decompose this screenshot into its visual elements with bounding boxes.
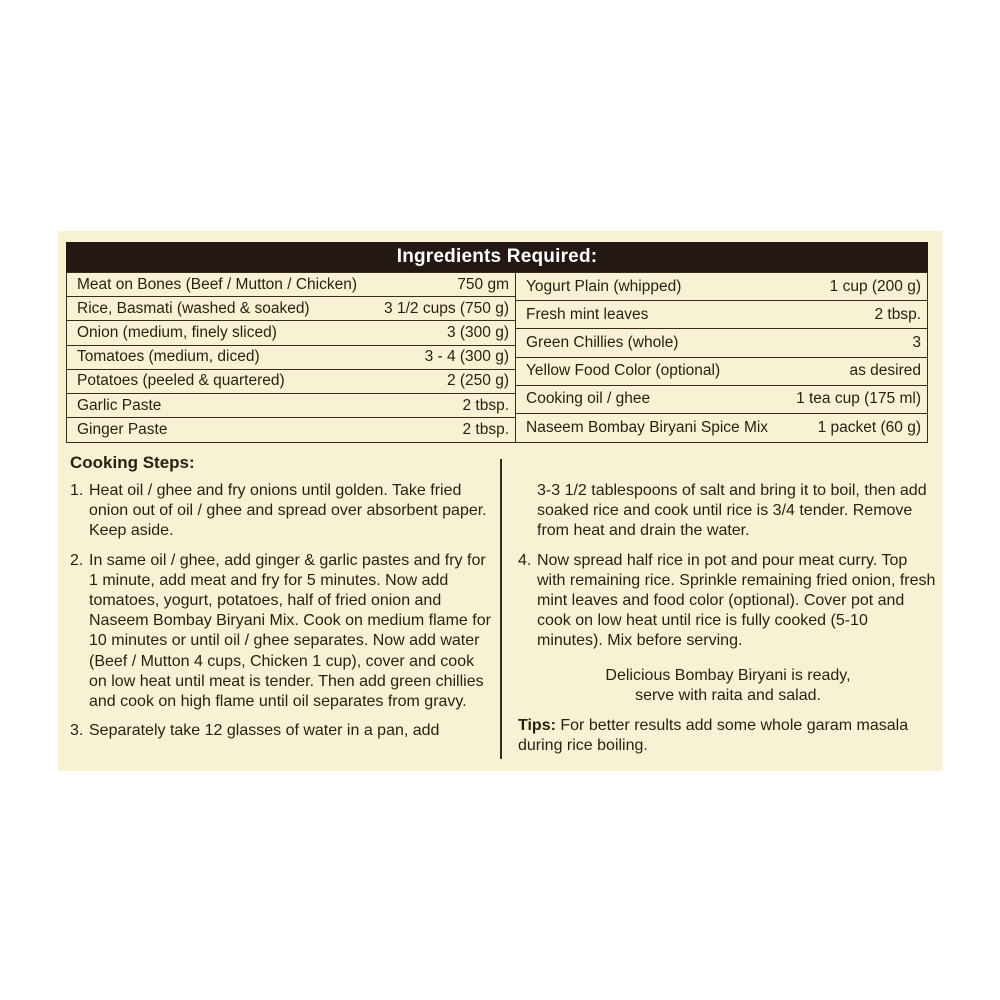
ingredient-row [516,386,927,414]
ingredient-qty: 1 packet (60 g) [817,419,921,437]
ingredient-qty: 3 - 4 (300 g) [424,348,509,366]
step-item [70,551,492,713]
ingredient-name: Onion (medium, finely sliced) [77,323,277,341]
cooking-steps-title: Cooking Steps: [70,453,195,472]
ingredients-left-column [66,272,516,443]
step-item [518,551,938,652]
ingredient-row [67,394,515,418]
ingredient-name: Rice, Basmati (washed & soaked) [77,299,310,317]
ingredient-qty: 2 tbsp. [462,396,509,414]
ingredient-row [67,321,515,345]
step-text: Separately take 12 glasses of water in a pan, add [89,722,440,740]
ingredient-name: Garlic Paste [77,396,162,414]
ingredient-row [67,370,515,394]
ingredient-name: Yogurt Plain (whipped) [526,277,682,295]
tips [518,716,938,756]
ingredient-name: Meat on Bones (Beef / Mutton / Chicken) [77,275,357,293]
ingredient-name: Fresh mint leaves [526,305,649,323]
ingredient-name: Potatoes (peeled & quartered) [77,372,285,390]
step-3-continued: 3-3 1/2 tablespoons of salt and bring it to boil, then add soaked rice and cook until rice is 3/4 tender. Remove from heat and drain the water. [537,482,927,540]
ingredient-row [67,346,515,370]
ingredient-qty: 1 cup (200 g) [829,277,921,295]
step-number: 2. [70,551,84,569]
step-item [70,721,492,741]
ingredient-row [516,358,927,386]
ingredient-qty: 3 [912,333,921,351]
ingredient-qty: 2 (250 g) [446,372,509,390]
ingredient-name: Tomatoes (medium, diced) [77,348,260,366]
step-number: 1. [70,482,84,499]
ingredient-row [67,418,515,442]
step-item [70,481,492,542]
step-text: Now spread half rice in pot and pour meat curry. Top with remaining rice. Sprinkle remaining fried onion, fresh mint leaves and food color (optional). Cover pot and cook on low heat until rice is fully cooked (5-10 minutes). Mix before serving. [537,551,936,650]
ingredient-name: Green Chillies (whole) [526,333,679,351]
ingredient-name: Cooking oil / ghee [526,390,651,408]
ingredient-row [516,329,927,357]
serving-note [518,666,938,706]
ingredient-row [67,273,515,297]
ingredient-qty: 2 tbsp. [462,421,509,439]
ingredient-row [67,297,515,321]
tips-text: For better results add some whole garam masala during rice boiling. [518,717,909,755]
ingredient-name: Yellow Food Color (optional) [526,362,721,380]
ingredient-qty: 1 tea cup (175 ml) [796,390,921,408]
ingredient-qty: 3 1/2 cups (750 g) [384,299,509,317]
serving-note-line: serve with raita and salad. [635,686,821,704]
ingredient-row [516,414,927,442]
steps-left-column [70,481,492,750]
recipe-card [58,231,943,771]
ingredient-name: Naseem Bombay Biryani Spice Mix [526,419,769,437]
step-text: In same oil / ghee, add ginger & garlic pastes and fry for 1 minute, add meat and fry for 5 minutes. Now add tomatoes, yogurt, potatoes, half of fried onion and Naseem Bombay Biryani Mix. Cook on medium flame for 10 minutes or until oil / ghee separates. Now add water (Beef / Mutton 4 cups, Chicken 1 cup), cover and cook on low heat until meat is tender. Then add green chillies and cook on high flame until oil separates from gravy. [89,551,491,711]
steps-right-column [518,481,938,756]
ingredient-qty: 2 tbsp. [874,305,921,323]
column-divider [500,459,502,759]
ingredient-qty: 750 gm [457,275,509,293]
ingredient-row [516,273,927,301]
ingredients-right-column [516,272,928,443]
step-text: Heat oil / ghee and fry onions until golden. Take fried onion out of oil / ghee and spread over absorbent paper. Keep aside. [89,482,487,540]
ingredient-name: Ginger Paste [77,421,168,439]
step-number: 4. [518,551,532,569]
ingredient-qty: as desired [849,362,921,380]
step-number: 3. [70,722,84,740]
serving-note-line: Delicious Bombay Biryani is ready, [605,666,851,684]
ingredient-row [516,301,927,329]
ingredients-title: Ingredients Required: [66,242,928,272]
ingredient-qty: 3 (300 g) [446,323,509,341]
tips-label: Tips: [518,717,556,735]
